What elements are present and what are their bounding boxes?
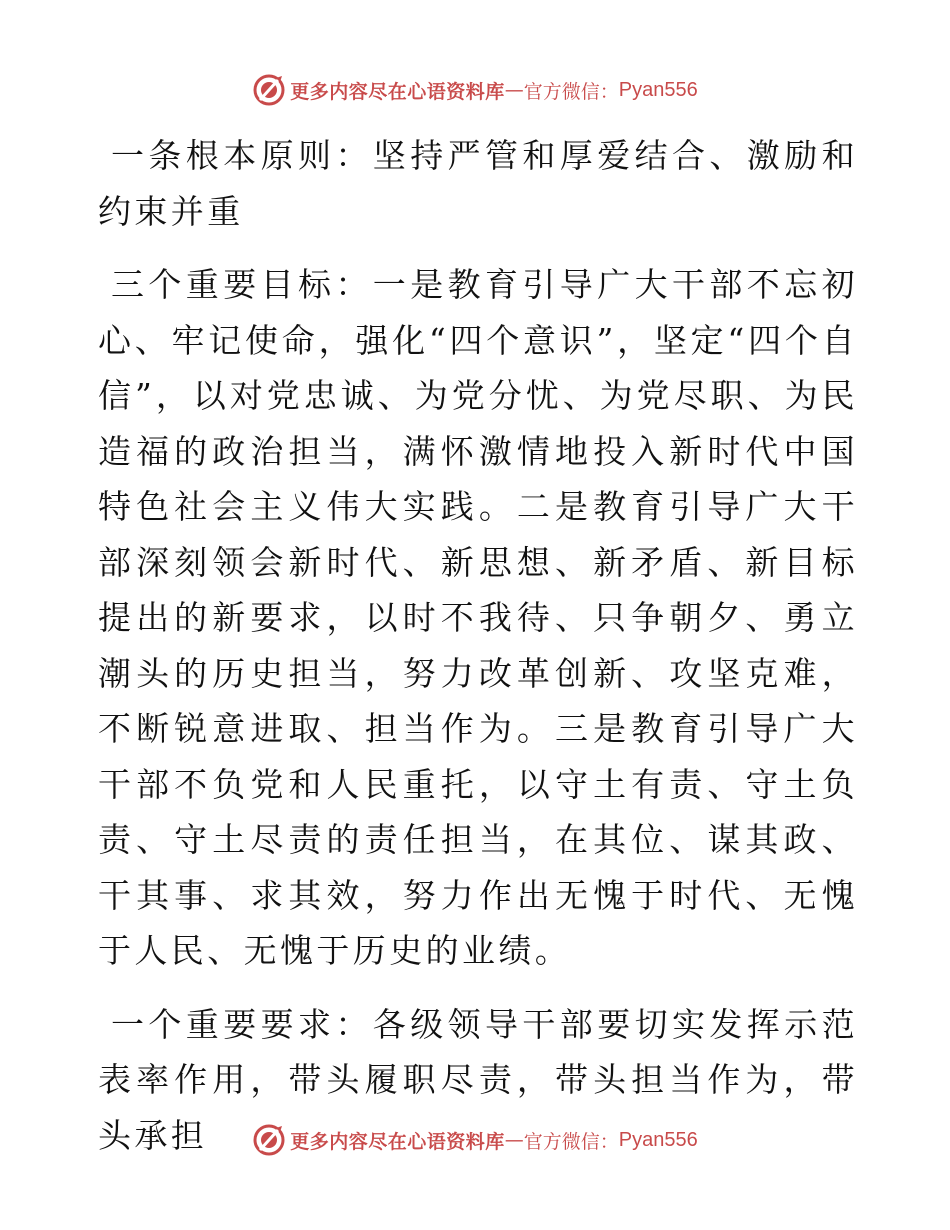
paragraph-principle bbox=[98, 128, 858, 239]
paragraph-text: 一个重要要求：各级领导干部要切实发挥示范表率作用，带头履职尽责，带头担当作为，带头承担 bbox=[98, 1004, 858, 1155]
paragraph-text: 一条根本原则：坚持严管和厚爱结合、激励和约束并重 bbox=[98, 136, 858, 231]
watermark-wechat-id: Pyan556 bbox=[618, 1128, 698, 1151]
watermark-dash: — bbox=[504, 79, 524, 101]
watermark-brand: 更多内容尽在心语资料库 bbox=[290, 1130, 505, 1153]
watermark-wechat-label: 官方微信： bbox=[523, 1130, 619, 1153]
watermark-brand: 更多内容尽在心语资料库 bbox=[290, 80, 505, 103]
watermark-header bbox=[0, 72, 950, 108]
watermark-dash: — bbox=[504, 1129, 524, 1151]
pen-logo-icon bbox=[252, 73, 286, 107]
watermark-footer bbox=[0, 1122, 950, 1158]
document-body bbox=[98, 128, 858, 1163]
watermark-wechat-label: 官方微信： bbox=[523, 80, 619, 103]
paragraph-goals bbox=[98, 257, 858, 979]
pen-logo-icon bbox=[252, 1123, 286, 1157]
paragraph-text: 三个重要目标：一是教育引导广大干部不忘初心、牢记使命，强化“四个意识”，坚定“四个自信”，以对党忠诚、为党分忧、为党尽职、为民造福的政治担当，满怀激情地投入新时代中国特色社会主义伟大实践。二是教育引导广大干部深刻领会新时代、新思想、新矛盾、新目标提出的新要求，以时不我待、只争朝夕、勇立潮头的历史担当，努力改革创新、攻坚克难，不断锐意进取、担当作为。三是教育引导广大干部不负党和人民重托，以守土有责、守土负责、守土尽责的责任担当，在其位、谋其政、干其事、求其效，努力作出无愧于时代、无愧于人民、无愧于历史的业绩。 bbox=[98, 265, 858, 970]
watermark-wechat-id: Pyan556 bbox=[618, 78, 698, 101]
